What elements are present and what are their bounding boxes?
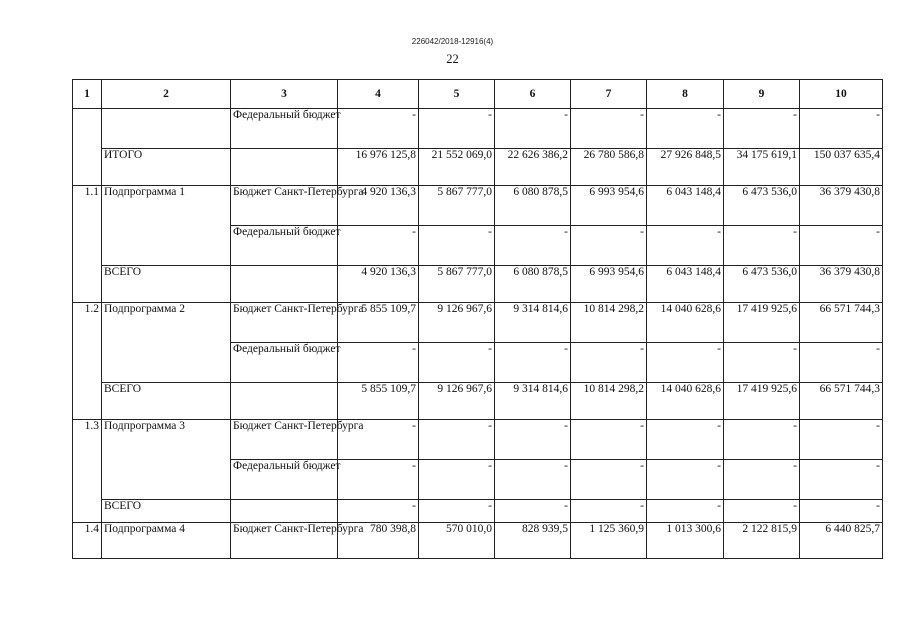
value-cell: 10 814 298,2 xyxy=(571,383,647,420)
funding-source: Федеральный бюджет xyxy=(231,460,338,500)
value-cell: 5 867 777,0 xyxy=(419,186,495,226)
value-cell: - xyxy=(647,460,724,500)
page-number: 22 xyxy=(446,52,459,66)
budget-table xyxy=(72,79,883,559)
column-header: 10 xyxy=(800,80,883,109)
value-cell: - xyxy=(800,500,883,523)
value-cell: 17 419 925,6 xyxy=(724,303,800,343)
table-row xyxy=(73,109,883,149)
value-cell: - xyxy=(338,420,419,460)
value-cell: - xyxy=(724,420,800,460)
value-cell: 26 780 586,8 xyxy=(571,149,647,186)
value-cell: - xyxy=(724,226,800,266)
value-cell: 6 993 954,6 xyxy=(571,186,647,226)
subprogram-name: Подпрограмма 4 xyxy=(102,523,231,559)
funding-source: Федеральный бюджет xyxy=(231,343,338,383)
value-cell: 14 040 628,6 xyxy=(647,303,724,343)
value-cell: - xyxy=(724,343,800,383)
value-cell: - xyxy=(800,109,883,149)
value-cell: - xyxy=(647,343,724,383)
value-cell: - xyxy=(495,420,571,460)
value-cell: - xyxy=(338,109,419,149)
header-row xyxy=(73,80,883,109)
value-cell: 1 125 360,9 xyxy=(571,523,647,559)
value-cell: - xyxy=(800,343,883,383)
value-cell: - xyxy=(495,343,571,383)
value-cell: 6 473 536,0 xyxy=(724,186,800,226)
table-row xyxy=(73,266,883,303)
value-cell: 6 473 536,0 xyxy=(724,266,800,303)
value-cell: 36 379 430,8 xyxy=(800,266,883,303)
column-header: 3 xyxy=(231,80,338,109)
value-cell: 36 379 430,8 xyxy=(800,186,883,226)
value-cell: 2 122 815,9 xyxy=(724,523,800,559)
value-cell: - xyxy=(724,460,800,500)
document-id: 226042/2018-12916(4) xyxy=(411,37,494,46)
value-cell: - xyxy=(495,460,571,500)
value-cell: 9 314 814,6 xyxy=(495,303,571,343)
value-cell: - xyxy=(419,343,495,383)
value-cell: - xyxy=(495,226,571,266)
column-header: 4 xyxy=(338,80,419,109)
value-cell: 1 013 300,6 xyxy=(647,523,724,559)
value-cell: - xyxy=(647,500,724,523)
row-number: 1.4 xyxy=(73,523,102,559)
column-header: 9 xyxy=(724,80,800,109)
total-label: ВСЕГО xyxy=(102,383,231,420)
row-number: 1.2 xyxy=(73,303,102,420)
value-cell: 10 814 298,2 xyxy=(571,303,647,343)
value-cell: 4 920 136,3 xyxy=(338,266,419,303)
value-cell: - xyxy=(571,500,647,523)
value-cell: 17 419 925,6 xyxy=(724,383,800,420)
value-cell: - xyxy=(647,420,724,460)
value-cell: 66 571 744,3 xyxy=(800,303,883,343)
column-header: 7 xyxy=(571,80,647,109)
value-cell: - xyxy=(495,500,571,523)
value-cell: 6 080 878,5 xyxy=(495,266,571,303)
subprogram-name: Подпрограмма 3 xyxy=(102,420,231,500)
value-cell: 9 314 814,6 xyxy=(495,383,571,420)
value-cell: 9 126 967,6 xyxy=(419,383,495,420)
value-cell: - xyxy=(495,109,571,149)
value-cell: - xyxy=(800,226,883,266)
value-cell: 9 126 967,6 xyxy=(419,303,495,343)
table-row xyxy=(73,303,883,343)
table-row xyxy=(73,383,883,420)
column-header: 8 xyxy=(647,80,724,109)
value-cell: 34 175 619,1 xyxy=(724,149,800,186)
value-cell: 5 867 777,0 xyxy=(419,266,495,303)
value-cell: 570 010,0 xyxy=(419,523,495,559)
value-cell: - xyxy=(647,109,724,149)
column-header: 5 xyxy=(419,80,495,109)
table-row xyxy=(73,420,883,460)
row-number: 1.1 xyxy=(73,186,102,303)
value-cell: - xyxy=(724,500,800,523)
value-cell: - xyxy=(419,226,495,266)
value-cell: - xyxy=(647,226,724,266)
value-cell: 4 920 136,3 xyxy=(338,186,419,226)
value-cell: 66 571 744,3 xyxy=(800,383,883,420)
value-cell: - xyxy=(724,109,800,149)
value-cell: - xyxy=(800,420,883,460)
value-cell: - xyxy=(338,343,419,383)
total-label: ВСЕГО xyxy=(102,500,231,523)
funding-source xyxy=(231,149,338,186)
column-header: 1 xyxy=(73,80,102,109)
value-cell: - xyxy=(419,500,495,523)
value-cell: - xyxy=(571,420,647,460)
value-cell: 6 440 825,7 xyxy=(800,523,883,559)
table-row xyxy=(73,149,883,186)
value-cell: 5 855 109,7 xyxy=(338,383,419,420)
value-cell: 6 043 148,4 xyxy=(647,266,724,303)
value-cell: - xyxy=(338,226,419,266)
value-cell: 5 855 109,7 xyxy=(338,303,419,343)
value-cell: - xyxy=(419,460,495,500)
table-row xyxy=(73,523,883,559)
value-cell: 21 552 069,0 xyxy=(419,149,495,186)
value-cell: 6 993 954,6 xyxy=(571,266,647,303)
table-row xyxy=(73,186,883,226)
value-cell: 6 080 878,5 xyxy=(495,186,571,226)
value-cell: - xyxy=(338,500,419,523)
funding-source: Бюджет Санкт-Петербурга xyxy=(231,523,338,559)
funding-source xyxy=(231,383,338,420)
value-cell: - xyxy=(571,109,647,149)
row-number: 1.3 xyxy=(73,420,102,523)
funding-source: Федеральный бюджет xyxy=(231,226,338,266)
total-label: ВСЕГО xyxy=(102,266,231,303)
value-cell: - xyxy=(800,460,883,500)
value-cell: 22 626 386,2 xyxy=(495,149,571,186)
table-row xyxy=(73,500,883,523)
subprogram-name: Подпрограмма 1 xyxy=(102,186,231,266)
value-cell: - xyxy=(338,460,419,500)
value-cell: - xyxy=(571,226,647,266)
value-cell: 16 976 125,8 xyxy=(338,149,419,186)
row-number xyxy=(73,109,102,186)
value-cell: 14 040 628,6 xyxy=(647,383,724,420)
funding-source: Бюджет Санкт-Петербурга xyxy=(231,420,338,460)
funding-source: Бюджет Санкт-Петербурга xyxy=(231,303,338,343)
subprogram-name xyxy=(102,109,231,149)
value-cell: 150 037 635,4 xyxy=(800,149,883,186)
funding-source xyxy=(231,500,338,523)
funding-source xyxy=(231,266,338,303)
subprogram-name: Подпрограмма 2 xyxy=(102,303,231,383)
value-cell: - xyxy=(419,420,495,460)
total-label: ИТОГО xyxy=(102,149,231,186)
column-header: 6 xyxy=(495,80,571,109)
funding-source: Бюджет Санкт-Петербурга xyxy=(231,186,338,226)
value-cell: 828 939,5 xyxy=(495,523,571,559)
funding-source: Федеральный бюджет xyxy=(231,109,338,149)
value-cell: 6 043 148,4 xyxy=(647,186,724,226)
value-cell: - xyxy=(571,460,647,500)
value-cell: 780 398,8 xyxy=(338,523,419,559)
value-cell: - xyxy=(419,109,495,149)
column-header: 2 xyxy=(102,80,231,109)
value-cell: - xyxy=(571,343,647,383)
value-cell: 27 926 848,5 xyxy=(647,149,724,186)
table-body xyxy=(73,109,883,559)
